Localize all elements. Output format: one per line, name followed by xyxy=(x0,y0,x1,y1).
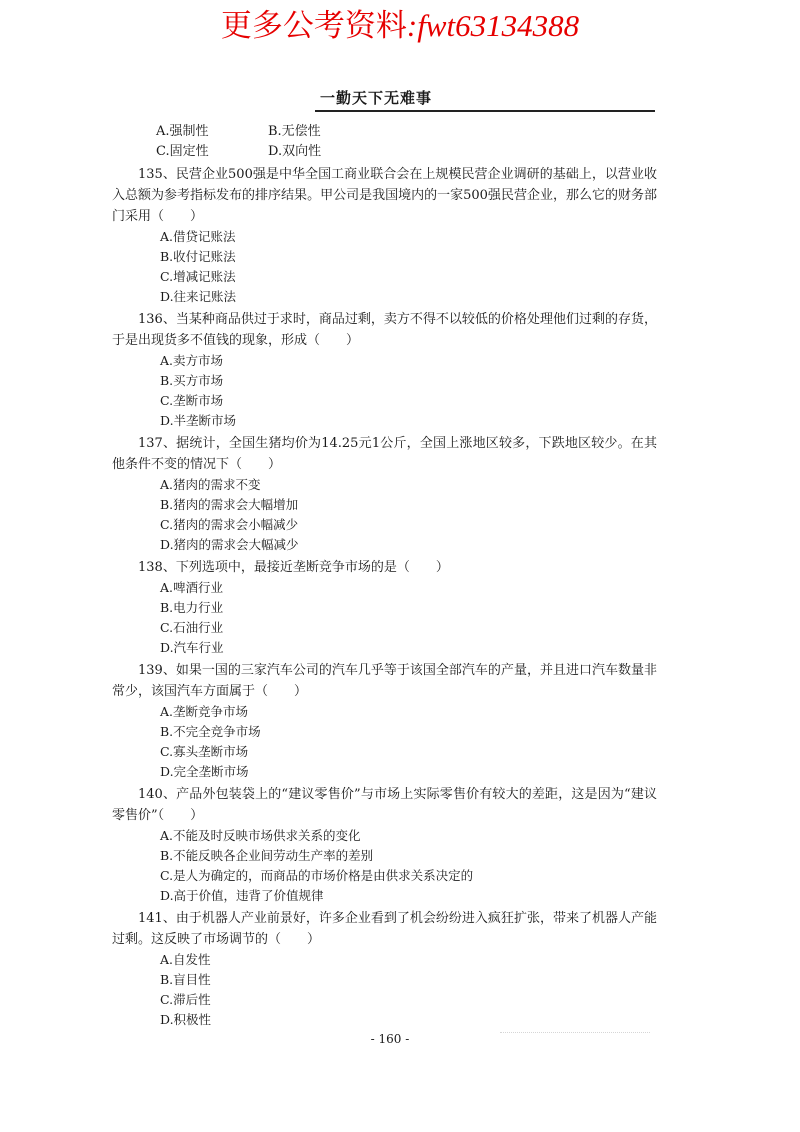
page-content xyxy=(112,122,657,1030)
question-block xyxy=(112,557,657,658)
answer-option: D.汽车行业 xyxy=(160,640,224,655)
question-text: 139、如果一国的三家汽车公司的汽车几乎等于该国全部汽车的产量，并且进口汽车数量非常少，该国汽车方面属于（ ） xyxy=(112,663,657,699)
answer-option: C.石油行业 xyxy=(160,620,224,635)
option-a: A.强制性 xyxy=(156,124,209,139)
answer-option: C.是人为确定的，而商品的市场价格是由供求关系决定的 xyxy=(160,868,474,883)
option-row xyxy=(156,142,657,162)
watermark-banner xyxy=(0,4,800,48)
option-c: C.固定性 xyxy=(156,144,209,159)
answer-option: A.啤酒行业 xyxy=(160,580,224,595)
answer-options xyxy=(160,578,657,658)
question-text: 137、据统计，全国生猪均价为14.25元1公斤，全国上涨地区较多，下跌地区较少。在其他条件不变的情况下（ ） xyxy=(112,436,657,472)
answer-option: A.不能及时反映市场供求关系的变化 xyxy=(160,828,361,843)
answer-option: A.猪肉的需求不变 xyxy=(160,477,261,492)
answer-options xyxy=(160,826,657,906)
option-b: B.无偿性 xyxy=(268,124,321,139)
answer-option: D.半垄断市场 xyxy=(160,413,237,428)
answer-option: A.卖方市场 xyxy=(160,353,224,368)
answer-option: B.收付记账法 xyxy=(160,249,236,264)
answer-options xyxy=(160,950,657,1030)
answer-option: A.垄断竞争市场 xyxy=(160,704,249,719)
question-block xyxy=(112,164,657,307)
answer-option: D.完全垄断市场 xyxy=(160,764,249,779)
question-text: 138、下列选项中，最接近垄断竞争市场的是（ ） xyxy=(138,560,449,575)
question-text: 141、由于机器人产业前景好，许多企业看到了机会纷纷进入疯狂扩张，带来了机器人产能过剩。这反映了市场调节的（ ） xyxy=(112,911,657,947)
question-block xyxy=(112,784,657,906)
option-row xyxy=(156,122,657,142)
answer-option: C.寡头垄断市场 xyxy=(160,744,249,759)
question-text: 135、民营企业500强是中华全国工商业联合会在上规模民营企业调研的基础上，以营业收入总额为参考指标发布的排序结果。甲公司是我国境内的一家500强民营企业，那么它的财务部门采用（ ） xyxy=(112,167,657,224)
watermark-contact: :fwt63134388 xyxy=(406,8,580,43)
answer-options xyxy=(160,702,657,782)
question-block xyxy=(112,433,657,555)
option-d: D.双向性 xyxy=(268,144,322,159)
answer-option: B.不完全竞争市场 xyxy=(160,724,261,739)
answer-option: C.垄断市场 xyxy=(160,393,224,408)
answer-option: D.猪肉的需求会大幅减少 xyxy=(160,537,299,552)
answer-option: D.积极性 xyxy=(160,1012,212,1027)
answer-option: C.猪肉的需求会小幅减少 xyxy=(160,517,299,532)
answer-option: C.增减记账法 xyxy=(160,269,236,284)
answer-option: D.往来记账法 xyxy=(160,289,237,304)
answer-option: B.买方市场 xyxy=(160,373,224,388)
answer-option: B.猪肉的需求会大幅增加 xyxy=(160,497,299,512)
answer-options xyxy=(160,351,657,431)
scan-artifact xyxy=(500,1032,650,1041)
header-motto: 一勤天下无难事 xyxy=(320,89,433,107)
answer-option: A.借贷记账法 xyxy=(160,229,236,244)
answer-options xyxy=(160,227,657,307)
question-list xyxy=(112,164,657,1030)
page-number: - 160 - xyxy=(370,1032,410,1046)
answer-option: B.盲目性 xyxy=(160,972,211,987)
question-block xyxy=(112,309,657,431)
question-block xyxy=(112,908,657,1030)
question-text: 136、当某种商品供过于求时，商品过剩，卖方不得不以较低的价格处理他们过剩的存货，于是出现货多不值钱的现象，形成（ ） xyxy=(112,312,657,348)
answer-option: D.高于价值，违背了价值规律 xyxy=(160,888,324,903)
question-text: 140、产品外包装袋上的“建议零售价”与市场上实际零售价有较大的差距，这是因为“建议零售价”（ ） xyxy=(112,787,657,823)
answer-option: B.不能反映各企业间劳动生产率的差别 xyxy=(160,848,374,863)
watermark-label: 更多公考资料 xyxy=(220,8,407,43)
answer-option: B.电力行业 xyxy=(160,600,224,615)
answer-option: A.自发性 xyxy=(160,952,211,967)
previous-question-options xyxy=(156,122,657,162)
answer-option: C.滞后性 xyxy=(160,992,211,1007)
question-block xyxy=(112,660,657,782)
answer-options xyxy=(160,475,657,555)
header-rule xyxy=(315,110,655,112)
